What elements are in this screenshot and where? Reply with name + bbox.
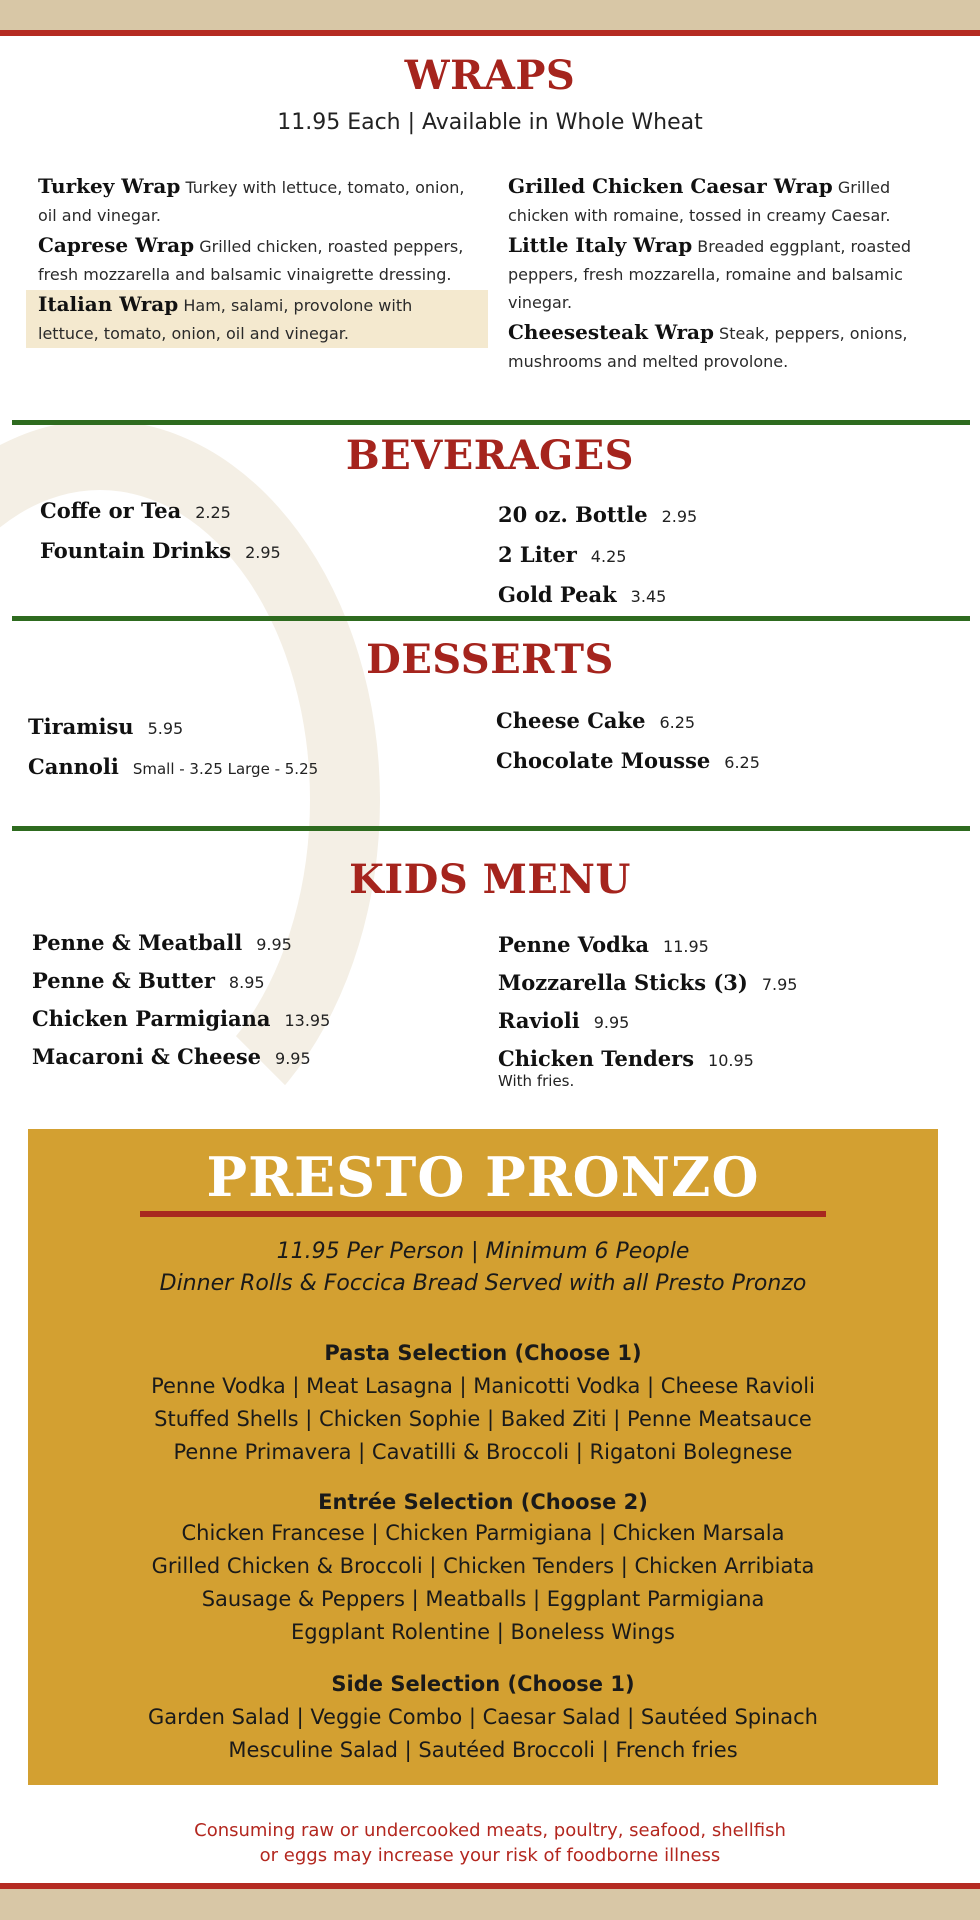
menu-item-cheese-cake [496,708,926,748]
beverages-heading: BEVERAGES [345,432,635,479]
item-name: Chocolate Mousse [496,748,711,773]
menu-item-2-liter [498,542,928,582]
top-red-rule [0,30,980,36]
desserts-heading: DESSERTS [366,636,614,683]
item-price: 9.95 [275,1049,311,1068]
item-name: Caprese Wrap [38,233,195,257]
pasta-line: Penne Primavera | Cavatilli & Broccoli | Rigatoni Bolegnese [173,1440,793,1464]
item-desc: Grilled chicken with romaine, tossed in creamy Caesar. [508,178,891,225]
menu-item-penne-meatball [32,930,462,968]
item-price: 9.95 [256,935,292,954]
divider-rule [12,420,970,425]
item-price: 2.25 [195,503,231,522]
item-name: 20 oz. Bottle [498,502,648,527]
item-price: Small - 3.25 Large - 5.25 [132,760,319,778]
item-name: Tiramisu [28,714,134,739]
entree-selection-title: Entrée Selection (Choose 2) [318,1490,648,1514]
menu-item-little-italy-wrap [508,231,946,317]
item-name: 2 Liter [498,542,577,567]
chicken-tenders-note: With fries. [498,1072,575,1090]
top-band [0,0,980,30]
item-desc: Breaded eggplant, roasted peppers, fresh mozzarella, romaine and balsamic vinegar. [508,237,911,312]
item-price: 5.95 [147,719,184,738]
item-name: Turkey Wrap [38,174,181,198]
item-name: Little Italy Wrap [508,233,693,257]
item-desc: Turkey with lettuce, tomato, onion, oil and vinegar. [38,178,465,225]
presto-red-rule [140,1211,826,1217]
wraps-right-column [508,172,946,377]
item-price: 13.95 [284,1011,331,1030]
pasta-line: Penne Vodka | Meat Lasagna | Manicotti Vodka | Cheese Ravioli [151,1374,815,1398]
desserts-left-column [28,714,458,794]
item-price: 4.25 [590,547,627,566]
item-name: Penne Vodka [498,932,650,957]
item-desc: Grilled chicken, roasted peppers, fresh mozzarella and balsamic vinaigrette dressing. [38,237,464,284]
item-name: Gold Peak [498,582,617,607]
item-price: 2.95 [245,543,281,562]
item-desc: Steak, peppers, onions, mushrooms and melted provolone. [508,324,908,371]
menu-item-20oz-bottle [498,502,928,542]
menu-item-chocolate-mousse [496,748,926,788]
wraps-heading: WRAPS [404,52,576,99]
beverages-left-column [40,498,470,578]
kids-left-column [32,930,462,1082]
wraps-left-column [38,172,478,349]
item-name: Penne & Meatball [32,930,243,955]
menu-item-grilled-chicken-caesar-wrap [508,172,946,230]
presto-pronzo-panel [28,1129,938,1785]
divider-rule [12,616,970,621]
menu-item-chicken-parmigiana [32,1006,462,1044]
item-name: Macaroni & Cheese [32,1044,262,1069]
kids-right-column [498,932,928,1090]
pasta-selection-title: Pasta Selection (Choose 1) [324,1341,642,1365]
pasta-line: Stuffed Shells | Chicken Sophie | Baked Ziti | Penne Meatsauce [154,1407,812,1431]
item-name: Chicken Tenders [498,1046,695,1071]
menu-item-italian-wrap [26,290,488,348]
menu-item-coffee-tea [40,498,470,538]
item-price: 9.95 [593,1013,630,1032]
warning-line: Consuming raw or undercooked meats, poultry, seafood, shellfish [194,1820,786,1841]
entree-line: Grilled Chicken & Broccoli | Chicken Tenders | Chicken Arribiata [151,1554,815,1578]
entree-line: Sausage & Peppers | Meatballs | Eggplant Parmigiana [201,1587,765,1611]
item-name: Italian Wrap [38,292,179,316]
item-price: 2.95 [661,507,698,526]
item-price: 10.95 [708,1051,754,1070]
item-name: Coffe or Tea [40,498,182,523]
item-desc: Ham, salami, provolone with lettuce, tomato, onion, oil and vinegar. [38,296,413,343]
item-name: Chicken Parmigiana [32,1006,271,1031]
menu-item-penne-butter [32,968,462,1006]
item-name: Fountain Drinks [40,538,232,563]
item-price: 7.95 [761,975,798,994]
item-price: 6.25 [659,713,696,732]
presto-pronzo-title: PRESTO PRONZO [206,1145,760,1209]
menu-item-ravioli [498,1008,928,1046]
item-name: Cheesesteak Wrap [508,320,714,344]
item-name: Mozzarella Sticks (3) [498,970,748,995]
presto-price-line: 11.95 Per Person | Minimum 6 People [276,1239,690,1264]
item-price: 8.95 [228,973,265,992]
side-selection-title: Side Selection (Choose 1) [331,1672,635,1696]
item-price: 3.45 [630,587,667,606]
wraps-subtitle: 11.95 Each | Available in Whole Wheat [277,110,703,135]
entree-line: Chicken Francese | Chicken Parmigiana | Chicken Marsala [181,1521,785,1545]
menu-item-macaroni-cheese [32,1044,462,1082]
menu-item-cheesesteak-wrap [508,318,946,376]
beverages-right-column [498,502,928,622]
item-name: Cheese Cake [496,708,646,733]
divider-rule [12,826,970,831]
item-price: 6.25 [724,753,760,772]
warning-line: or eggs may increase your risk of foodborne illness [259,1845,721,1866]
entree-line: Eggplant Rolentine | Boneless Wings [291,1620,675,1644]
item-name: Ravioli [498,1008,580,1033]
item-price: 11.95 [663,937,709,956]
menu-item-turkey-wrap [38,172,478,230]
side-line: Mesculine Salad | Sautéed Broccoli | French fries [228,1738,738,1762]
menu-item-mozzarella-sticks [498,970,928,1008]
menu-item-cannoli [28,754,458,794]
bottom-band [0,1889,980,1920]
presto-bread-line: Dinner Rolls & Foccica Bread Served with all Presto Pronzo [159,1271,807,1296]
kids-menu-heading: KIDS MENU [349,856,631,903]
menu-item-fountain-drinks [40,538,470,578]
menu-item-caprese-wrap [38,231,478,289]
side-line: Garden Salad | Veggie Combo | Caesar Salad | Sautéed Spinach [148,1705,818,1729]
menu-item-tiramisu [28,714,458,754]
foodborne-warning [0,1818,980,1868]
menu-item-penne-vodka [498,932,928,970]
desserts-right-column [496,708,926,788]
item-name: Penne & Butter [32,968,215,993]
item-name: Grilled Chicken Caesar Wrap [508,174,833,198]
item-name: Cannoli [28,754,119,779]
